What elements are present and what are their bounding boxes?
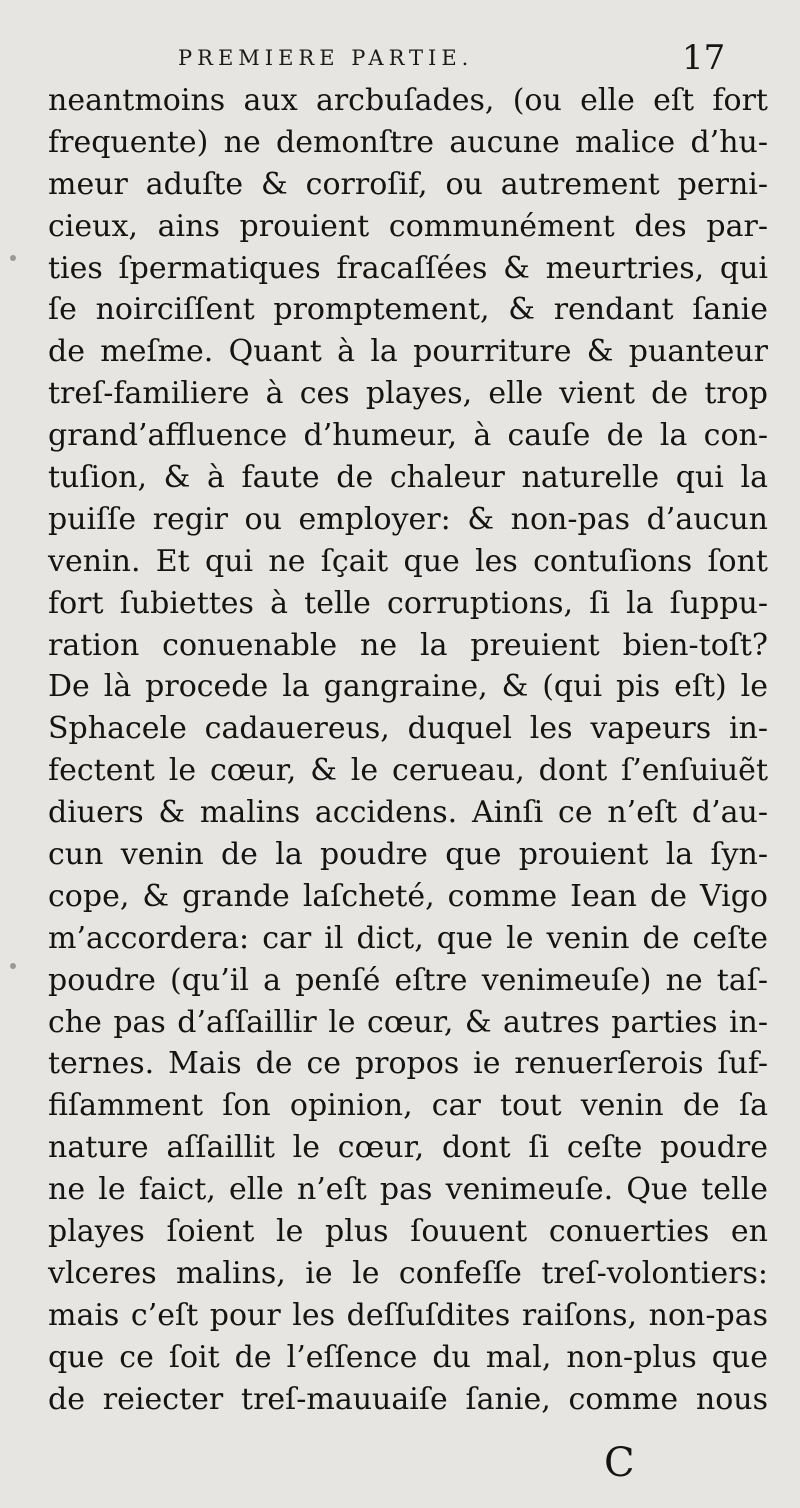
text-line: venin. Et qui ne ſçait que les contuſions ſont xyxy=(48,543,768,579)
text-line: poudre (qu’il a penſé eſtre venimeuſe) ne taſ- xyxy=(48,962,768,998)
text-line: ties ſpermatiques fracaſſées & meurtries, qui xyxy=(48,250,768,286)
text-line: frequente) ne demonſtre aucune malice d’hu- xyxy=(48,124,768,160)
text-line: ternes. Mais de ce propos ie renuerſerois ſuf- xyxy=(48,1046,768,1082)
text-line: Sphacele cadauereus, duquel les vapeurs in- xyxy=(48,711,768,747)
signature-mark: C xyxy=(604,1440,635,1486)
text-line: treſ-familiere à ces playes, elle vient de trop xyxy=(48,376,768,412)
running-head: PREMIERE PARTIE. xyxy=(178,46,474,70)
text-line: mais c’eſt pour les deſſuſdites raiſons, non-pas xyxy=(48,1297,768,1333)
text-line: ſe noirciſſent promptement, & rendant ſanie xyxy=(48,292,768,328)
text-line: cieux, ains prouient communément des par- xyxy=(48,208,768,244)
text-line: vlceres malins, ie le confeſſe treſ-volontiers: xyxy=(48,1255,768,1291)
text-line: fectent le cœur, & le cerueau, dont ſ’enſuiuẽt xyxy=(48,753,768,789)
text-line: diuers & malins accidens. Ainſi ce n’eſt d’au- xyxy=(48,795,768,831)
text-line: grand’affluence d’humeur, à cauſe de la con- xyxy=(48,418,768,454)
margin-speck xyxy=(10,963,16,969)
text-line: che pas d’aſſaillir le cœur, & autres parties in- xyxy=(48,1004,768,1040)
text-line: que ce ſoit de l’eſſence du mal, non-plus que xyxy=(48,1339,768,1375)
text-line: De là procede la gangraine, & (qui pis eſt) le xyxy=(48,669,768,705)
text-line: ration conuenable ne la preuient bien-toſt? xyxy=(48,627,768,663)
text-line: tuſion, & à faute de chaleur naturelle qui la xyxy=(48,460,768,496)
text-line: cun venin de la poudre que prouient la ſyn- xyxy=(48,837,768,873)
text-line: puiſſe regir ou employer: & non-pas d’aucun xyxy=(48,501,768,537)
text-line: m’accordera: car il dict, que le venin de ceſte xyxy=(48,920,768,956)
margin-speck xyxy=(10,255,16,261)
text-line: fiſamment ſon opinion, car tout venin de ſa xyxy=(48,1088,768,1124)
text-line: ne le faict, elle n’eſt pas venimeuſe. Que telle xyxy=(48,1172,768,1208)
text-line: de reiecter treſ-mauuaiſe ſanie, comme nous xyxy=(48,1381,768,1417)
page-number: 17 xyxy=(682,38,726,78)
text-line: de meſme. Quant à la pourriture & puanteur xyxy=(48,334,768,370)
text-line: meur aduſte & corroſif, ou autrement perni- xyxy=(48,166,768,202)
text-line: playes ſoient le plus ſouuent conuerties en xyxy=(48,1214,768,1250)
text-line: cope, & grande laſcheté, comme Iean de Vigo xyxy=(48,878,768,914)
text-line: fort ſubiettes à telle corruptions, ſi la ſuppu- xyxy=(48,585,768,621)
body-text xyxy=(48,80,768,1421)
text-line: nature aſſaillit le cœur, dont ſi ceſte poudre xyxy=(48,1130,768,1166)
text-line: neantmoins aux arcbuſades, (ou elle eſt fort xyxy=(48,83,768,118)
